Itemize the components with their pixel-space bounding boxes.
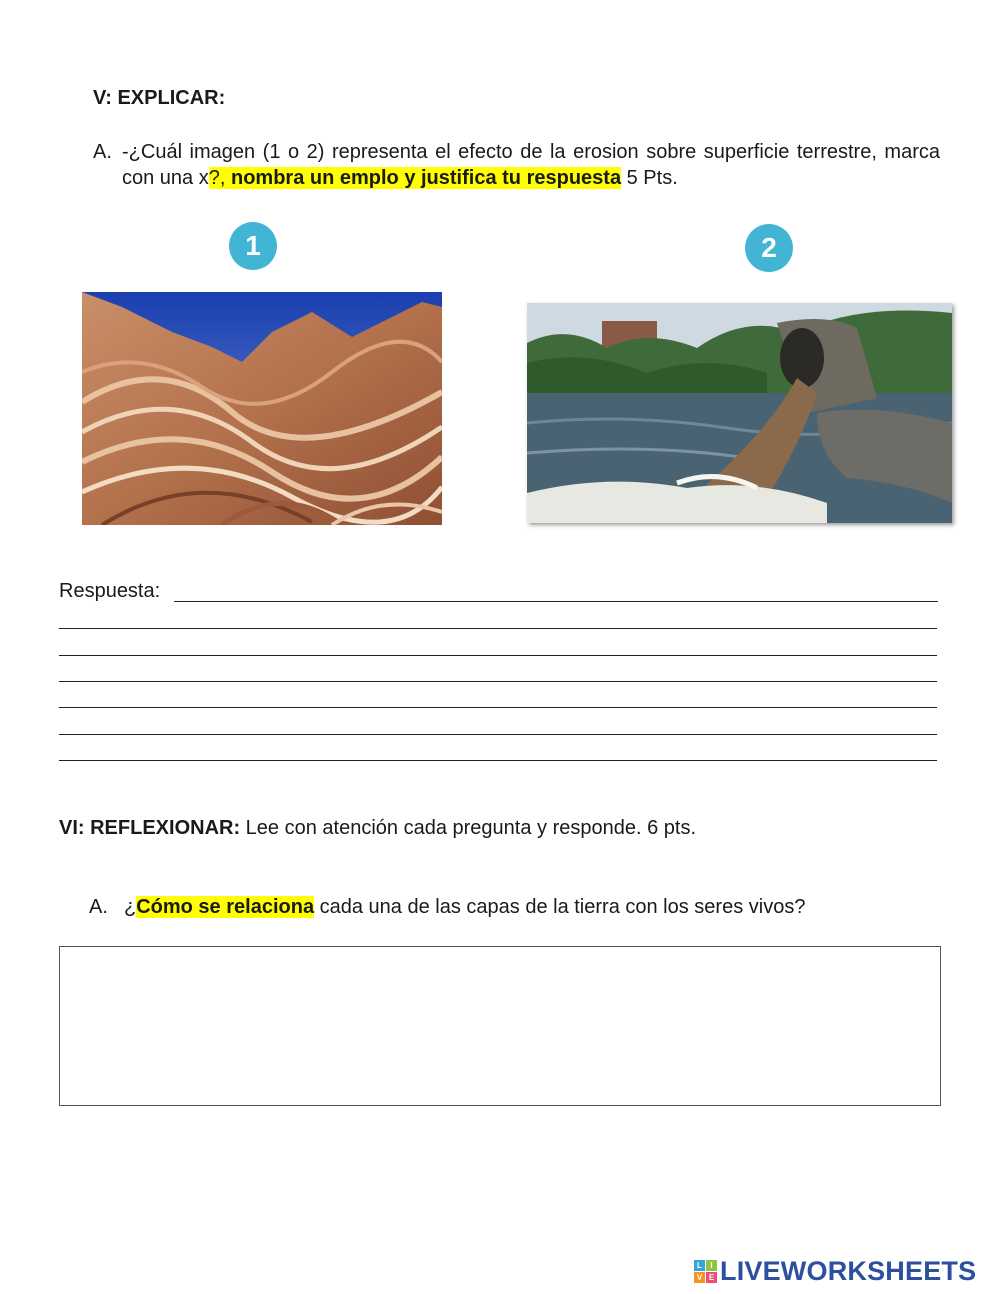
- answer-line[interactable]: [59, 760, 937, 761]
- logo-tile: I: [706, 1260, 717, 1271]
- section-vi-instruction: Lee con atención cada pregunta y responde. 6 pts.: [240, 817, 697, 839]
- answer-line-first[interactable]: [174, 601, 938, 602]
- answer-line[interactable]: [59, 707, 937, 708]
- question-a-part1: -¿Cuál imagen (1 o 2) representa el efecto de la erosion sobre superficie terrestre, marca con una x: [122, 141, 940, 189]
- answer-text-box[interactable]: [59, 946, 941, 1106]
- question-vi-a-marker: A.: [89, 896, 108, 918]
- section-v-title: V: EXPLICAR:: [93, 87, 226, 109]
- question-vi-highlight: Cómo se relaciona: [136, 896, 315, 918]
- answer-line[interactable]: [59, 681, 937, 682]
- logo-text: LIVEWORKSHEETS: [720, 1256, 977, 1286]
- pipe-discharge-image[interactable]: [527, 303, 952, 523]
- answer-label: Respuesta:: [59, 580, 161, 602]
- logo-tile: E: [706, 1272, 717, 1283]
- liveworksheets-logo[interactable]: [694, 1256, 976, 1287]
- image-2-badge[interactable]: 2: [745, 224, 793, 272]
- image-1-badge[interactable]: 1: [229, 222, 277, 270]
- answer-line[interactable]: [59, 734, 937, 735]
- logo-tile: L: [694, 1260, 705, 1271]
- question-a-points: 5 Pts.: [621, 167, 678, 189]
- section-vi-title: VI: REFLEXIONAR:: [59, 817, 241, 839]
- logo-tile: V: [694, 1272, 705, 1283]
- question-a-marker: A.: [93, 141, 112, 163]
- question-vi-prefix: ¿: [124, 896, 137, 918]
- canyon-image[interactable]: [82, 292, 442, 525]
- question-vi-rest: cada una de las capas de la tierra con los seres vivos?: [314, 896, 806, 918]
- question-vi-a-text: [124, 896, 805, 919]
- section-vi-heading: [59, 817, 696, 840]
- answer-line[interactable]: [59, 628, 937, 629]
- question-a-emphasis: nombra un emplo y justifica tu respuesta: [230, 167, 622, 189]
- question-a-part2: ?,: [208, 167, 231, 189]
- answer-line[interactable]: [59, 655, 937, 656]
- logo-tiles-icon: [694, 1260, 717, 1283]
- question-a-text: [122, 139, 940, 191]
